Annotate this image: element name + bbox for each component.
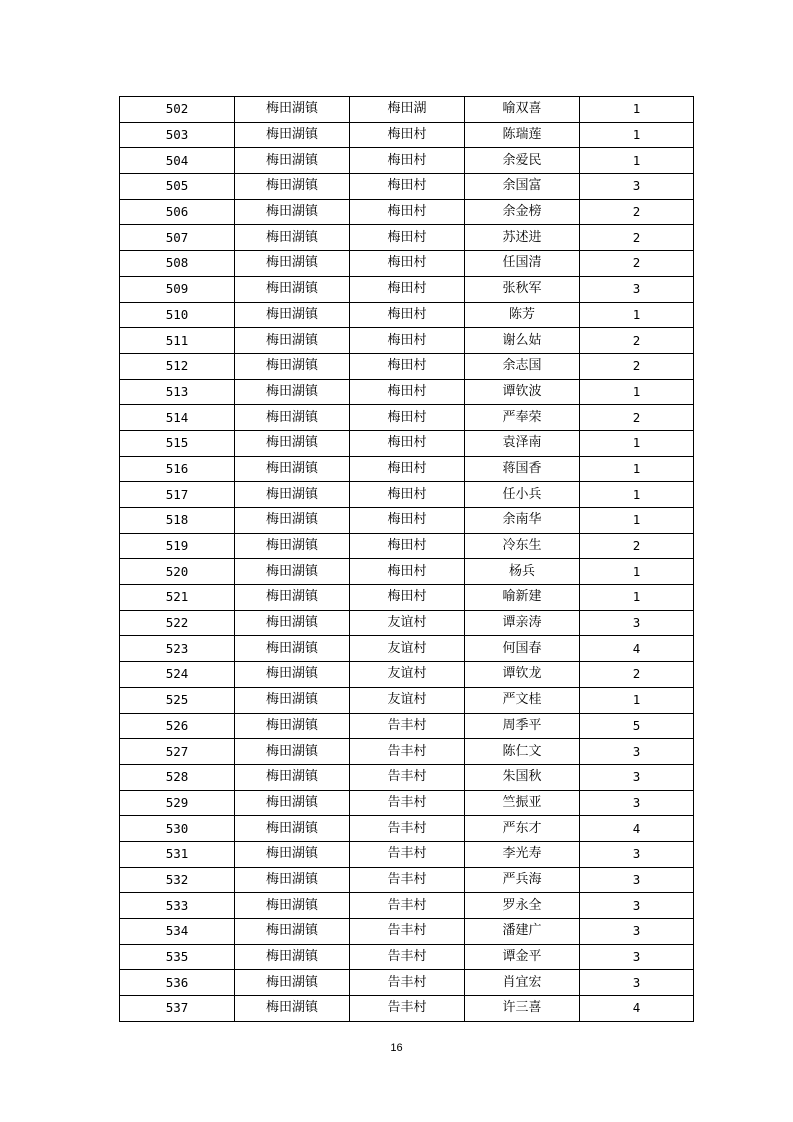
count-cell: 1: [580, 148, 694, 174]
table-row: [120, 919, 694, 945]
village-cell: 梅田村: [350, 328, 465, 354]
count-cell: 3: [580, 841, 694, 867]
village-cell: 友谊村: [350, 636, 465, 662]
village-cell: 梅田湖: [350, 97, 465, 123]
name-cell: 严文桂: [465, 687, 580, 713]
name-cell: 任国清: [465, 251, 580, 277]
row-index-cell: 512: [120, 353, 235, 379]
table-row: [120, 251, 694, 277]
town-cell: 梅田湖镇: [235, 944, 350, 970]
town-cell: 梅田湖镇: [235, 456, 350, 482]
village-cell: 梅田村: [350, 533, 465, 559]
row-index-cell: 521: [120, 585, 235, 611]
row-index-cell: 534: [120, 919, 235, 945]
village-cell: 梅田村: [350, 585, 465, 611]
name-cell: 喻双喜: [465, 97, 580, 123]
town-cell: 梅田湖镇: [235, 662, 350, 688]
count-cell: 1: [580, 508, 694, 534]
name-cell: 陈瑞莲: [465, 122, 580, 148]
row-index-cell: 533: [120, 893, 235, 919]
village-cell: 告丰村: [350, 713, 465, 739]
town-cell: 梅田湖镇: [235, 302, 350, 328]
count-cell: 1: [580, 482, 694, 508]
count-cell: 1: [580, 379, 694, 405]
name-cell: 余南华: [465, 508, 580, 534]
name-cell: 竺振亚: [465, 790, 580, 816]
row-index-cell: 532: [120, 867, 235, 893]
table-row: [120, 148, 694, 174]
village-cell: 告丰村: [350, 841, 465, 867]
row-index-cell: 508: [120, 251, 235, 277]
village-cell: 告丰村: [350, 996, 465, 1022]
row-index-cell: 530: [120, 816, 235, 842]
town-cell: 梅田湖镇: [235, 174, 350, 200]
table-row: [120, 841, 694, 867]
count-cell: 2: [580, 353, 694, 379]
village-cell: 告丰村: [350, 944, 465, 970]
name-cell: 何国春: [465, 636, 580, 662]
town-cell: 梅田湖镇: [235, 585, 350, 611]
roster-table: [119, 96, 694, 1022]
row-index-cell: 517: [120, 482, 235, 508]
row-index-cell: 529: [120, 790, 235, 816]
table-row: [120, 636, 694, 662]
count-cell: 4: [580, 816, 694, 842]
name-cell: 杨兵: [465, 559, 580, 585]
name-cell: 余爱民: [465, 148, 580, 174]
name-cell: 肖宜宏: [465, 970, 580, 996]
count-cell: 3: [580, 610, 694, 636]
count-cell: 1: [580, 430, 694, 456]
town-cell: 梅田湖镇: [235, 841, 350, 867]
town-cell: 梅田湖镇: [235, 790, 350, 816]
count-cell: 2: [580, 405, 694, 431]
town-cell: 梅田湖镇: [235, 353, 350, 379]
table-row: [120, 199, 694, 225]
table-row: [120, 353, 694, 379]
row-index-cell: 506: [120, 199, 235, 225]
count-cell: 2: [580, 199, 694, 225]
name-cell: 谭钦龙: [465, 662, 580, 688]
table-row: [120, 302, 694, 328]
village-cell: 梅田村: [350, 302, 465, 328]
village-cell: 梅田村: [350, 225, 465, 251]
table-row: [120, 739, 694, 765]
row-index-cell: 522: [120, 610, 235, 636]
town-cell: 梅田湖镇: [235, 996, 350, 1022]
count-cell: 3: [580, 970, 694, 996]
town-cell: 梅田湖镇: [235, 508, 350, 534]
town-cell: 梅田湖镇: [235, 893, 350, 919]
table-row: [120, 662, 694, 688]
row-index-cell: 510: [120, 302, 235, 328]
row-index-cell: 518: [120, 508, 235, 534]
town-cell: 梅田湖镇: [235, 122, 350, 148]
village-cell: 梅田村: [350, 482, 465, 508]
name-cell: 严东才: [465, 816, 580, 842]
name-cell: 严兵海: [465, 867, 580, 893]
count-cell: 3: [580, 893, 694, 919]
row-index-cell: 507: [120, 225, 235, 251]
count-cell: 2: [580, 251, 694, 277]
roster-table-body: [120, 97, 694, 1022]
village-cell: 梅田村: [350, 353, 465, 379]
count-cell: 1: [580, 97, 694, 123]
name-cell: 余志国: [465, 353, 580, 379]
name-cell: 谭亲涛: [465, 610, 580, 636]
table-row: [120, 970, 694, 996]
village-cell: 梅田村: [350, 148, 465, 174]
row-index-cell: 520: [120, 559, 235, 585]
name-cell: 苏述进: [465, 225, 580, 251]
name-cell: 喻新建: [465, 585, 580, 611]
table-row: [120, 559, 694, 585]
town-cell: 梅田湖镇: [235, 687, 350, 713]
row-index-cell: 516: [120, 456, 235, 482]
count-cell: 1: [580, 687, 694, 713]
village-cell: 梅田村: [350, 559, 465, 585]
village-cell: 梅田村: [350, 174, 465, 200]
table-row: [120, 456, 694, 482]
table-row: [120, 944, 694, 970]
town-cell: 梅田湖镇: [235, 379, 350, 405]
row-index-cell: 502: [120, 97, 235, 123]
row-index-cell: 526: [120, 713, 235, 739]
table-row: [120, 225, 694, 251]
village-cell: 友谊村: [350, 687, 465, 713]
town-cell: 梅田湖镇: [235, 405, 350, 431]
row-index-cell: 515: [120, 430, 235, 456]
table-row: [120, 508, 694, 534]
village-cell: 友谊村: [350, 662, 465, 688]
name-cell: 张秋军: [465, 276, 580, 302]
town-cell: 梅田湖镇: [235, 559, 350, 585]
town-cell: 梅田湖镇: [235, 276, 350, 302]
table-row: [120, 430, 694, 456]
name-cell: 任小兵: [465, 482, 580, 508]
name-cell: 李光寿: [465, 841, 580, 867]
town-cell: 梅田湖镇: [235, 919, 350, 945]
village-cell: 友谊村: [350, 610, 465, 636]
name-cell: 袁泽南: [465, 430, 580, 456]
row-index-cell: 513: [120, 379, 235, 405]
table-row: [120, 379, 694, 405]
row-index-cell: 519: [120, 533, 235, 559]
count-cell: 3: [580, 944, 694, 970]
name-cell: 谭金平: [465, 944, 580, 970]
table-row: [120, 482, 694, 508]
town-cell: 梅田湖镇: [235, 430, 350, 456]
count-cell: 3: [580, 174, 694, 200]
name-cell: 潘建广: [465, 919, 580, 945]
town-cell: 梅田湖镇: [235, 970, 350, 996]
table-row: [120, 328, 694, 354]
count-cell: 3: [580, 276, 694, 302]
town-cell: 梅田湖镇: [235, 328, 350, 354]
name-cell: 冷东生: [465, 533, 580, 559]
table-row: [120, 533, 694, 559]
town-cell: 梅田湖镇: [235, 199, 350, 225]
village-cell: 梅田村: [350, 199, 465, 225]
name-cell: 谭钦波: [465, 379, 580, 405]
table-row: [120, 610, 694, 636]
village-cell: 梅田村: [350, 456, 465, 482]
town-cell: 梅田湖镇: [235, 713, 350, 739]
row-index-cell: 535: [120, 944, 235, 970]
town-cell: 梅田湖镇: [235, 225, 350, 251]
table-row: [120, 405, 694, 431]
count-cell: 1: [580, 122, 694, 148]
count-cell: 2: [580, 662, 694, 688]
town-cell: 梅田湖镇: [235, 764, 350, 790]
row-index-cell: 537: [120, 996, 235, 1022]
count-cell: 1: [580, 585, 694, 611]
name-cell: 许三喜: [465, 996, 580, 1022]
village-cell: 告丰村: [350, 739, 465, 765]
table-row: [120, 764, 694, 790]
row-index-cell: 527: [120, 739, 235, 765]
table-row: [120, 687, 694, 713]
name-cell: 陈仁文: [465, 739, 580, 765]
village-cell: 告丰村: [350, 764, 465, 790]
row-index-cell: 505: [120, 174, 235, 200]
row-index-cell: 528: [120, 764, 235, 790]
table-row: [120, 816, 694, 842]
village-cell: 告丰村: [350, 816, 465, 842]
table-row: [120, 996, 694, 1022]
count-cell: 3: [580, 790, 694, 816]
table-row: [120, 790, 694, 816]
table-row: [120, 867, 694, 893]
village-cell: 告丰村: [350, 867, 465, 893]
name-cell: 余金榜: [465, 199, 580, 225]
town-cell: 梅田湖镇: [235, 739, 350, 765]
table-row: [120, 122, 694, 148]
table-row: [120, 276, 694, 302]
row-index-cell: 524: [120, 662, 235, 688]
town-cell: 梅田湖镇: [235, 251, 350, 277]
village-cell: 梅田村: [350, 122, 465, 148]
count-cell: 3: [580, 764, 694, 790]
town-cell: 梅田湖镇: [235, 482, 350, 508]
count-cell: 3: [580, 867, 694, 893]
count-cell: 3: [580, 919, 694, 945]
village-cell: 梅田村: [350, 379, 465, 405]
row-index-cell: 511: [120, 328, 235, 354]
row-index-cell: 504: [120, 148, 235, 174]
row-index-cell: 525: [120, 687, 235, 713]
name-cell: 朱国秋: [465, 764, 580, 790]
table-row: [120, 893, 694, 919]
name-cell: 余国富: [465, 174, 580, 200]
village-cell: 告丰村: [350, 893, 465, 919]
name-cell: 严奉荣: [465, 405, 580, 431]
village-cell: 梅田村: [350, 251, 465, 277]
village-cell: 告丰村: [350, 790, 465, 816]
name-cell: 周季平: [465, 713, 580, 739]
row-index-cell: 531: [120, 841, 235, 867]
count-cell: 3: [580, 739, 694, 765]
count-cell: 2: [580, 328, 694, 354]
village-cell: 梅田村: [350, 508, 465, 534]
town-cell: 梅田湖镇: [235, 610, 350, 636]
village-cell: 梅田村: [350, 276, 465, 302]
name-cell: 陈芳: [465, 302, 580, 328]
name-cell: 蒋国香: [465, 456, 580, 482]
count-cell: 2: [580, 533, 694, 559]
table-row: [120, 713, 694, 739]
count-cell: 1: [580, 456, 694, 482]
table-row: [120, 97, 694, 123]
village-cell: 梅田村: [350, 405, 465, 431]
name-cell: 罗永全: [465, 893, 580, 919]
count-cell: 4: [580, 996, 694, 1022]
row-index-cell: 509: [120, 276, 235, 302]
count-cell: 1: [580, 559, 694, 585]
name-cell: 谢么姑: [465, 328, 580, 354]
town-cell: 梅田湖镇: [235, 97, 350, 123]
row-index-cell: 503: [120, 122, 235, 148]
count-cell: 2: [580, 225, 694, 251]
count-cell: 1: [580, 302, 694, 328]
row-index-cell: 514: [120, 405, 235, 431]
count-cell: 5: [580, 713, 694, 739]
row-index-cell: 523: [120, 636, 235, 662]
town-cell: 梅田湖镇: [235, 867, 350, 893]
village-cell: 告丰村: [350, 970, 465, 996]
village-cell: 告丰村: [350, 919, 465, 945]
table-row: [120, 174, 694, 200]
page-number: 16: [390, 1042, 403, 1054]
town-cell: 梅田湖镇: [235, 533, 350, 559]
town-cell: 梅田湖镇: [235, 816, 350, 842]
town-cell: 梅田湖镇: [235, 148, 350, 174]
row-index-cell: 536: [120, 970, 235, 996]
count-cell: 4: [580, 636, 694, 662]
town-cell: 梅田湖镇: [235, 636, 350, 662]
village-cell: 梅田村: [350, 430, 465, 456]
table-row: [120, 585, 694, 611]
